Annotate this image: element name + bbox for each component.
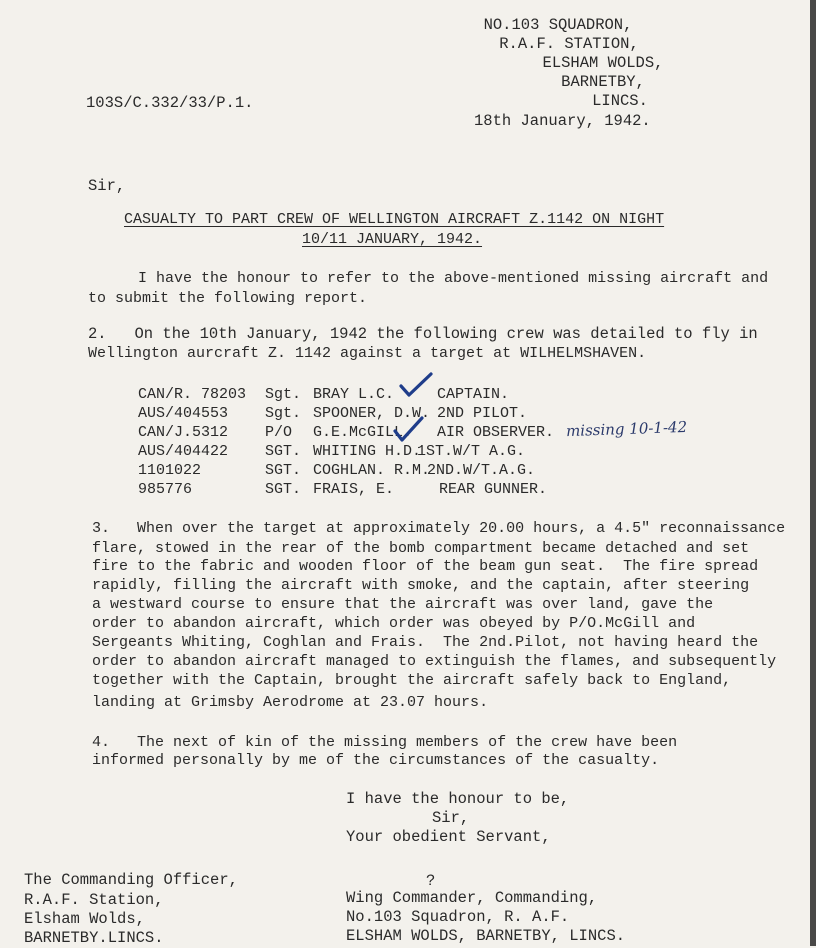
closing-line-1: I have the honour to be, [346,790,570,808]
crew-role: 2ND PILOT. [437,405,528,422]
crew-number: CAN/R. 78203 [138,386,247,403]
para3-line-1: 3. When over the target at approximately 20.00 hours, a 4.5" reconnaissance [92,520,786,537]
para1-line-1: I have the honour to refer to the above-mentioned missing aircraft and [138,270,769,287]
crew-name: BRAY L.C. [313,386,395,403]
closing-line-3: Your obedient Servant, [346,828,551,846]
scan-edge [810,0,816,946]
closing-line-2: Sir, [432,809,470,827]
crew-rank: SGT. [265,443,302,460]
signature-mark: ? [426,872,436,890]
address-line-4: BARNETBY, [561,73,645,91]
crew-name: SPOONER, D.W. [313,405,431,422]
para4-line-2: informed personally by me of the circumstances of the casualty. [92,752,660,769]
checkmark-icon [392,415,426,443]
para3-line-5: a westward course to ensure that the aircraft was over land, gave the [92,596,714,613]
crew-rank: SGT. [265,462,302,479]
addressee-line-3: Elsham Wolds, [24,910,145,928]
crew-number: AUS/404422 [138,443,229,460]
addressee-line-1: The Commanding Officer, [24,871,238,889]
para3-line-4: rapidly, filling the aircraft with smoke, and the captain, after steering [92,577,750,594]
checkmark-icon [398,370,434,398]
crew-name: WHITING H.D. [313,443,422,460]
para3-line-9: together with the Captain, brought the aircraft safely back to England, [92,672,732,689]
para3-line-6: order to abandon aircraft, which order was obeyed by P/O.McGill and [92,615,696,632]
signature-title-2: No.103 Squadron, R. A.F. [346,908,570,926]
para2-line-1: 2. On the 10th January, 1942 the following crew was detailed to fly in [88,325,758,343]
crew-name: FRAIS, E. [313,481,395,498]
handwritten-missing-note: missing 10-1-42 [565,417,688,441]
crew-number: AUS/404553 [138,405,229,422]
salutation: Sir, [88,177,126,195]
address-line-2: R.A.F. STATION, [499,35,639,53]
crew-number: CAN/J.5312 [138,424,229,441]
crew-name: G.E.McGILL. [313,424,413,441]
para3-line-8: order to abandon aircraft managed to extinguish the flames, and subsequently [92,653,777,670]
crew-role: 1ST.W/T A.G. [417,443,526,460]
para3-line-7: Sergeants Whiting, Coghlan and Frais. The 2nd.Pilot, not having heard the [92,634,759,651]
crew-role: REAR GUNNER. [439,481,548,498]
addressee-line-2: R.A.F. Station, [24,891,164,909]
crew-role: AIR OBSERVER. [437,424,555,441]
crew-role: 2ND.W/T.A.G. [427,462,536,479]
para1-line-2: to submit the following report. [88,290,368,307]
crew-number: 1101022 [138,462,202,479]
letter-date: 18th January, 1942. [474,112,651,130]
para3-line-3: fire to the fabric and wooden floor of the beam gun seat. The fire spread [92,558,759,575]
reference-number: 103S/C.332/33/P.1. [86,94,254,112]
crew-number: 985776 [138,481,193,498]
crew-rank: SGT. [265,481,302,498]
para2-line-2: Wellington aurcraft Z. 1142 against a target at WILHELMSHAVEN. [88,345,647,362]
addressee-line-4: BARNETBY.LINCS. [24,929,164,947]
para4-line-1: 4. The next of kin of the missing members of the crew have been [92,734,678,751]
crew-role: CAPTAIN. [437,386,510,403]
para3-line-2: flare, stowed in the rear of the bomb compartment became detached and set [92,540,750,557]
para3-line-10: landing at Grimsby Aerodrome at 23.07 hours. [92,694,489,711]
address-line-5: LINCS. [592,92,648,110]
subject-line-1: CASUALTY TO PART CREW OF WELLINGTON AIRCRAFT Z.1142 ON NIGHT [124,211,665,228]
crew-rank: P/O [265,424,293,441]
crew-name: COGHLAN. R.M. [313,462,431,479]
signature-title-3: ELSHAM WOLDS, BARNETBY, LINCS. [346,927,626,945]
subject-line-2: 10/11 JANUARY, 1942. [302,231,483,248]
crew-rank: Sgt. [265,405,302,422]
address-line-3: ELSHAM WOLDS, [542,54,664,72]
crew-rank: Sgt. [265,386,302,403]
signature-title-1: Wing Commander, Commanding, [346,889,598,907]
address-line-1: NO.103 SQUADRON, [483,16,633,34]
